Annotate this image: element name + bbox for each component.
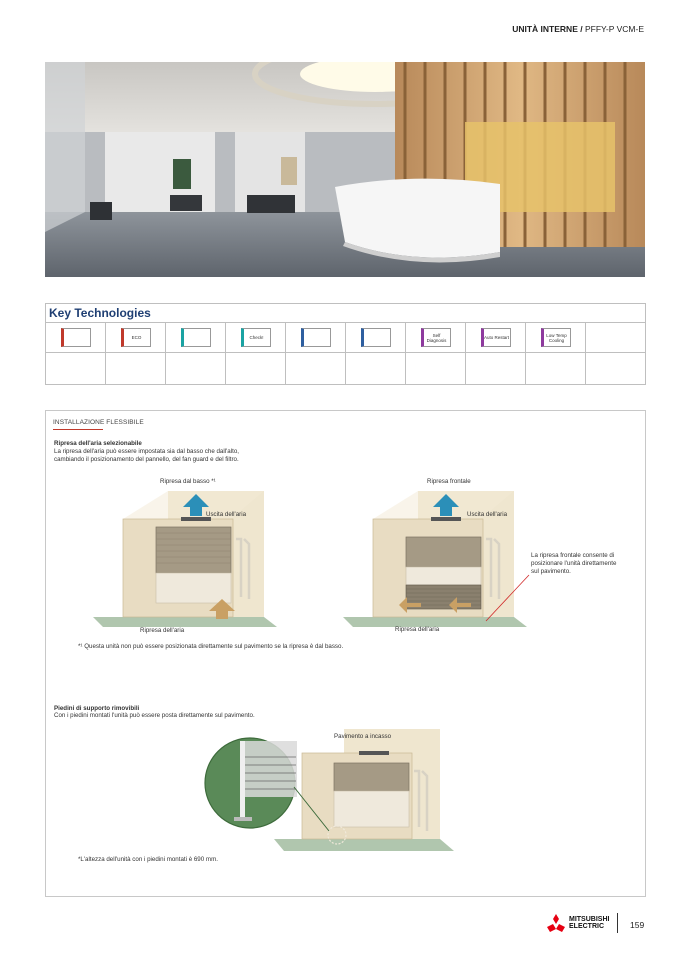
diagram-bottom-intake (91, 489, 281, 629)
three-diamonds-icon (546, 914, 566, 932)
section1-title: Ripresa dell'aria selezionabile (54, 440, 142, 447)
fan-speed-icon (361, 328, 391, 347)
page-header (512, 24, 644, 34)
key-tech-cell (226, 323, 286, 385)
header-series: UNITÀ INTERNE (512, 24, 578, 34)
key-tech-cell (526, 323, 586, 385)
key-tech-cell-top (346, 323, 405, 353)
key-tech-cell (406, 323, 466, 385)
section2-line1: Con i piedini montati l'unità può essere posta direttamente sul pavimento. (54, 712, 255, 719)
key-tech-cell-top (526, 323, 585, 353)
key-tech-cell-top (46, 323, 105, 353)
diagram1-top-label: Ripresa dal basso *¹ (160, 478, 216, 485)
filter-icon (301, 328, 331, 347)
footnote-2: *L'altezza dell'unità con i piedini montati è 690 mm. (78, 856, 218, 863)
mitsubishi-electric-logo (546, 914, 609, 932)
section1-line2: cambiando il posizionamento del pannello, del fan guard e del filtro. (54, 456, 239, 463)
brand-wordmark (569, 916, 609, 930)
diagram2-callout-line2: posizionare l'unità direttamente (531, 560, 617, 567)
lobby-illustration (45, 62, 645, 277)
lobby-photo (45, 62, 645, 277)
key-tech-cell (346, 323, 406, 385)
footer-divider (617, 913, 618, 933)
section2-title: Piedini di supporto rimovibili (54, 705, 140, 712)
key-tech-cell-top (286, 323, 345, 353)
installation-panel (45, 410, 646, 897)
footnote-1: *¹ Questa unità non può essere posizionata direttamente sul pavimento se la ripresa è dal basso. (78, 643, 344, 650)
diagram3-top-label: Pavimento a incasso (334, 733, 392, 740)
key-tech-cell (106, 323, 166, 385)
key-tech-cell (46, 323, 106, 385)
key-tech-cell (166, 323, 226, 385)
panel-label-underline (53, 429, 103, 430)
panel-label: INSTALLAZIONE FLESSIBILE (53, 419, 144, 426)
diagram-front-intake (341, 489, 531, 629)
page-number: 159 (630, 920, 645, 930)
key-tech-cell (466, 323, 526, 385)
brand-line2: ELECTRIC (569, 923, 604, 930)
self-diagnosis-icon: Self Diagnosis (421, 328, 451, 347)
section1-line1: La ripresa dell'aria può essere impostata sia dal basso che dall'alto, (54, 448, 239, 455)
key-tech-cell-top (586, 323, 645, 353)
brand-line1: MITSUBISHI (569, 916, 610, 923)
clock-icon (61, 328, 91, 347)
diagram2-inlet-label: Ripresa dell'aria (395, 626, 440, 633)
eco-icon: ECO (121, 328, 151, 347)
key-technologies-grid (46, 323, 645, 385)
diagram1-inlet-label: Ripresa dell'aria (140, 627, 185, 634)
low-noise-icon (181, 328, 211, 347)
auto-restart-icon: Auto Restart (481, 328, 511, 347)
diagram2-outlet-label: Uscita dell'aria (467, 511, 508, 518)
key-technologies-title: Key Technologies (46, 304, 645, 323)
diagram2-callout-line3: sul pavimento. (531, 568, 571, 575)
key-tech-cell (586, 323, 645, 385)
key-tech-cell-top (166, 323, 225, 353)
header-separator: / (577, 24, 585, 34)
key-tech-cell-top (106, 323, 165, 353)
diagram2-top-label: Ripresa frontale (427, 478, 471, 485)
diagram1-outlet-label: Uscita dell'aria (206, 511, 247, 518)
key-tech-cell-top (226, 323, 285, 353)
key-tech-cell-top (466, 323, 525, 353)
diagram-removable-feet (204, 727, 464, 855)
key-tech-cell (286, 323, 346, 385)
check-icon: Check! (241, 328, 271, 347)
low-temp-cooling-icon: Low Temp Cooling (541, 328, 571, 347)
diagram2-callout-line1: La ripresa frontale consente di (531, 552, 615, 559)
header-model: PFFY-P VCM-E (584, 24, 644, 34)
key-tech-cell-top (406, 323, 465, 353)
key-technologies-table (45, 303, 646, 385)
